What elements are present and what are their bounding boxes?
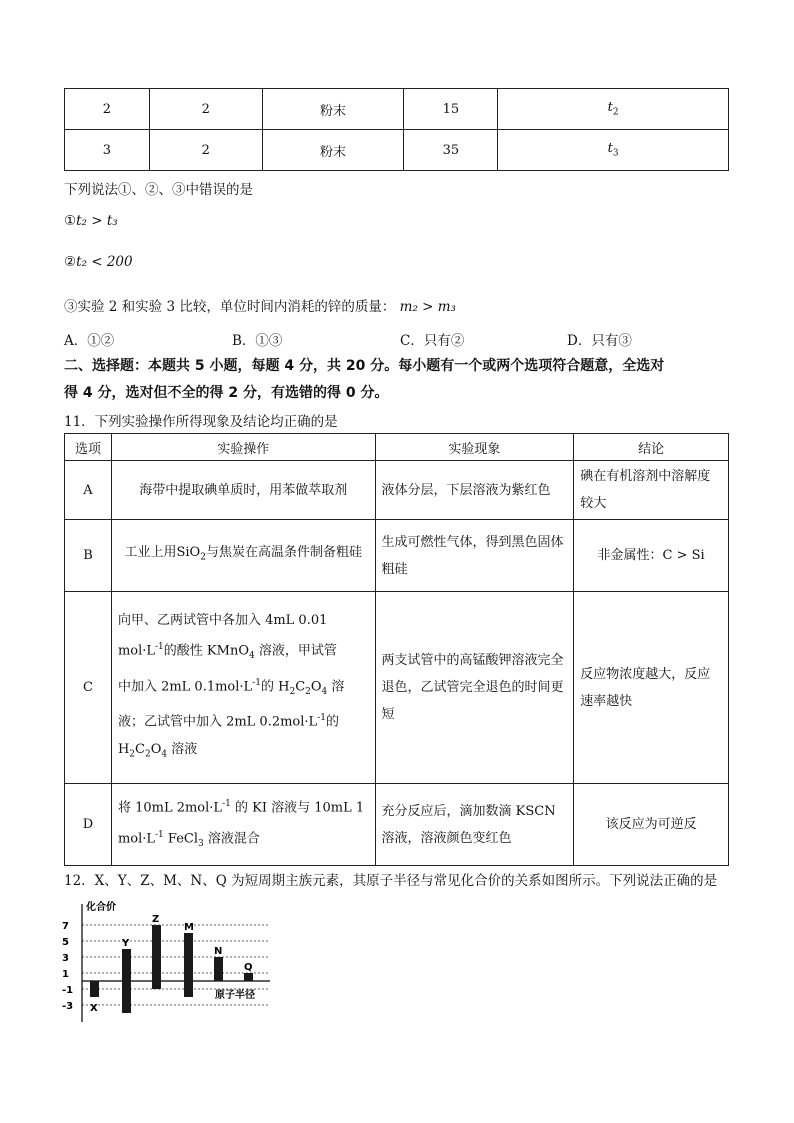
- sub: 2: [200, 552, 206, 563]
- table-cell: 粉末: [262, 130, 404, 171]
- table-cell: 2: [65, 89, 150, 130]
- row-conclusion: 非金属性：C > Si: [574, 520, 729, 592]
- sub: 4: [321, 686, 328, 697]
- table-row: [65, 89, 729, 130]
- text: 的酸性 KMnO: [163, 642, 249, 658]
- text: 与焦炭在高温条件制备粗硅: [205, 545, 362, 561]
- y-tick-label: 1: [62, 969, 69, 980]
- sup: -1: [317, 713, 326, 724]
- sup: -1: [155, 829, 164, 840]
- sub: 2: [144, 749, 151, 760]
- section-2-heading-line2: 得 4 分，选对但不全的得 2 分，有选错的得 0 分。: [64, 385, 389, 401]
- text: 溶液混合: [203, 831, 260, 847]
- bar-m: [184, 933, 193, 997]
- y-tick-label: 5: [62, 937, 69, 948]
- bar-label: M: [184, 922, 194, 933]
- bar-label: Z: [152, 914, 160, 925]
- text: 中加入 2mL 0.1mol·L: [117, 678, 253, 694]
- text: 向甲、乙两试管中各加入 4mL 0.01: [117, 612, 328, 628]
- sub: 4: [161, 749, 168, 760]
- bar-z: [152, 925, 161, 989]
- text: 液；乙试管中加入 2mL 0.2mol·L: [117, 714, 318, 730]
- text: O: [150, 741, 162, 757]
- text: C: [135, 741, 145, 757]
- statement-text: ③实验 2 和实验 3 比较，单位时间内消耗的锌的质量：: [64, 299, 396, 315]
- bar-x: [90, 981, 99, 997]
- sup: -1: [155, 641, 164, 652]
- text: 溶液: [167, 741, 198, 757]
- bar-y: [122, 949, 131, 1013]
- text: C: [295, 678, 306, 694]
- text: 溶液，甲试管: [254, 642, 337, 658]
- option-a: A．①②: [64, 333, 115, 349]
- row-phenomenon: 生成可燃性气体，得到黑色固体粗硅: [375, 520, 574, 592]
- table-cell: [498, 130, 729, 171]
- y-tick-labels: [62, 921, 73, 1012]
- text: 溶: [327, 678, 345, 694]
- sub: 4: [248, 650, 255, 661]
- y-tick-label: -1: [62, 985, 74, 996]
- table-cell: 2: [149, 130, 262, 171]
- sub: 2: [289, 686, 296, 697]
- q10-stem: 下列说法①、②、③中错误的是: [64, 182, 253, 198]
- expr: t₂ < 200: [76, 254, 133, 270]
- header-operation: 实验操作: [111, 434, 375, 461]
- text: mol·L: [117, 642, 156, 658]
- text: O: [310, 678, 322, 694]
- x-axis-label: 原子半径: [215, 990, 255, 1001]
- bar-label: X: [90, 1003, 98, 1014]
- row-operation: [111, 592, 375, 784]
- row-option: B: [65, 520, 112, 592]
- row-option: A: [65, 461, 112, 520]
- row-phenomenon: 充分反应后，滴加数滴 KSCN 溶液，溶液颜色变红色: [375, 784, 574, 866]
- row-operation: [111, 520, 375, 592]
- sub: 2: [305, 686, 311, 697]
- table-row: [65, 130, 729, 171]
- circled-2: ②: [64, 254, 77, 270]
- table-cell: 3: [65, 130, 150, 171]
- table-row: [65, 461, 729, 520]
- y-tick-label: 3: [62, 953, 69, 964]
- row-conclusion: 碘在有机溶剂中溶解度较大: [574, 461, 729, 520]
- table-cell: 2: [149, 89, 262, 130]
- bar-label: Q: [244, 962, 253, 973]
- valence-radius-chart: [60, 898, 290, 1028]
- table-row: [65, 520, 729, 592]
- q11-stem: 11．下列实验操作所得现象及结论均正确的是: [64, 414, 338, 430]
- q10-statement-3: [64, 295, 456, 315]
- row-conclusion: 反应物浓度越大，反应速率越快: [574, 592, 729, 784]
- option-b: B．①③: [232, 333, 283, 349]
- text: FeCl: [163, 831, 199, 847]
- text: 的 H: [260, 678, 290, 694]
- table-cell: 15: [404, 89, 498, 130]
- text: H: [117, 741, 130, 757]
- row-phenomenon: 液体分层，下层溶液为紫红色: [375, 461, 574, 520]
- experiment-table-continuation: [64, 88, 729, 171]
- row-option: C: [65, 592, 112, 784]
- table-row: [65, 592, 729, 784]
- time-var-sub: 2: [612, 107, 619, 118]
- text: 的 KI 溶液与 10mL 1: [230, 800, 365, 816]
- section-2-heading-line1: 二、选择题：本题共 5 小题，每题 4 分，共 20 分。每小题有一个或两个选项符合题意，全选对: [64, 358, 665, 374]
- row-operation: [111, 784, 375, 866]
- table-cell: 粉末: [262, 89, 404, 130]
- time-var: t: [607, 141, 613, 157]
- bar-label: Y: [122, 938, 130, 949]
- option-c: C．只有②: [400, 333, 465, 349]
- sup: -1: [252, 677, 261, 688]
- bar-n: [214, 957, 223, 981]
- q10-statement-1: [64, 213, 118, 229]
- option-d: D．只有③: [567, 333, 632, 349]
- y-axis-label: 化合价: [86, 902, 116, 913]
- bar-label: N: [214, 946, 223, 957]
- header-option: 选项: [65, 434, 112, 461]
- expr: t₂ > t₃: [76, 213, 118, 229]
- circled-1: ①: [64, 213, 77, 229]
- header-phenomenon: 实验现象: [375, 434, 574, 461]
- table-header-row: [65, 434, 729, 461]
- q10-statement-2: [64, 254, 133, 270]
- text: mol·L: [117, 831, 156, 847]
- sup: -1: [222, 799, 231, 810]
- expr: m₂ > m₃: [399, 299, 456, 315]
- header-conclusion: 结论: [574, 434, 729, 461]
- y-tick-label: 7: [62, 921, 69, 932]
- row-phenomenon: 两支试管中的高锰酸钾溶液完全退色，乙试管完全退色的时间更短: [375, 592, 574, 784]
- text: 工业上用SiO: [124, 545, 201, 561]
- time-var-sub: 3: [612, 148, 619, 159]
- y-tick-label: -3: [62, 1001, 74, 1012]
- row-operation: 海带中提取碘单质时，用苯做萃取剂: [111, 461, 375, 520]
- sub: 2: [129, 749, 136, 760]
- table-cell: 35: [404, 130, 498, 171]
- sub: 3: [198, 838, 204, 849]
- q12-stem: 12．X、Y、Z、M、N、Q 为短周期主族元素，其原子半径与常见化合价的关系如图所示。下列说法正确的是: [64, 873, 718, 889]
- q11-table: [64, 433, 729, 866]
- time-var: t: [607, 100, 613, 116]
- table-row: [65, 784, 729, 866]
- row-option: D: [65, 784, 112, 866]
- row-conclusion: 该反应为可逆反: [574, 784, 729, 866]
- text: 将 10mL 2mol·L: [117, 800, 223, 816]
- text: 的: [325, 714, 339, 730]
- bar-q: [244, 973, 253, 981]
- table-cell: [498, 89, 729, 130]
